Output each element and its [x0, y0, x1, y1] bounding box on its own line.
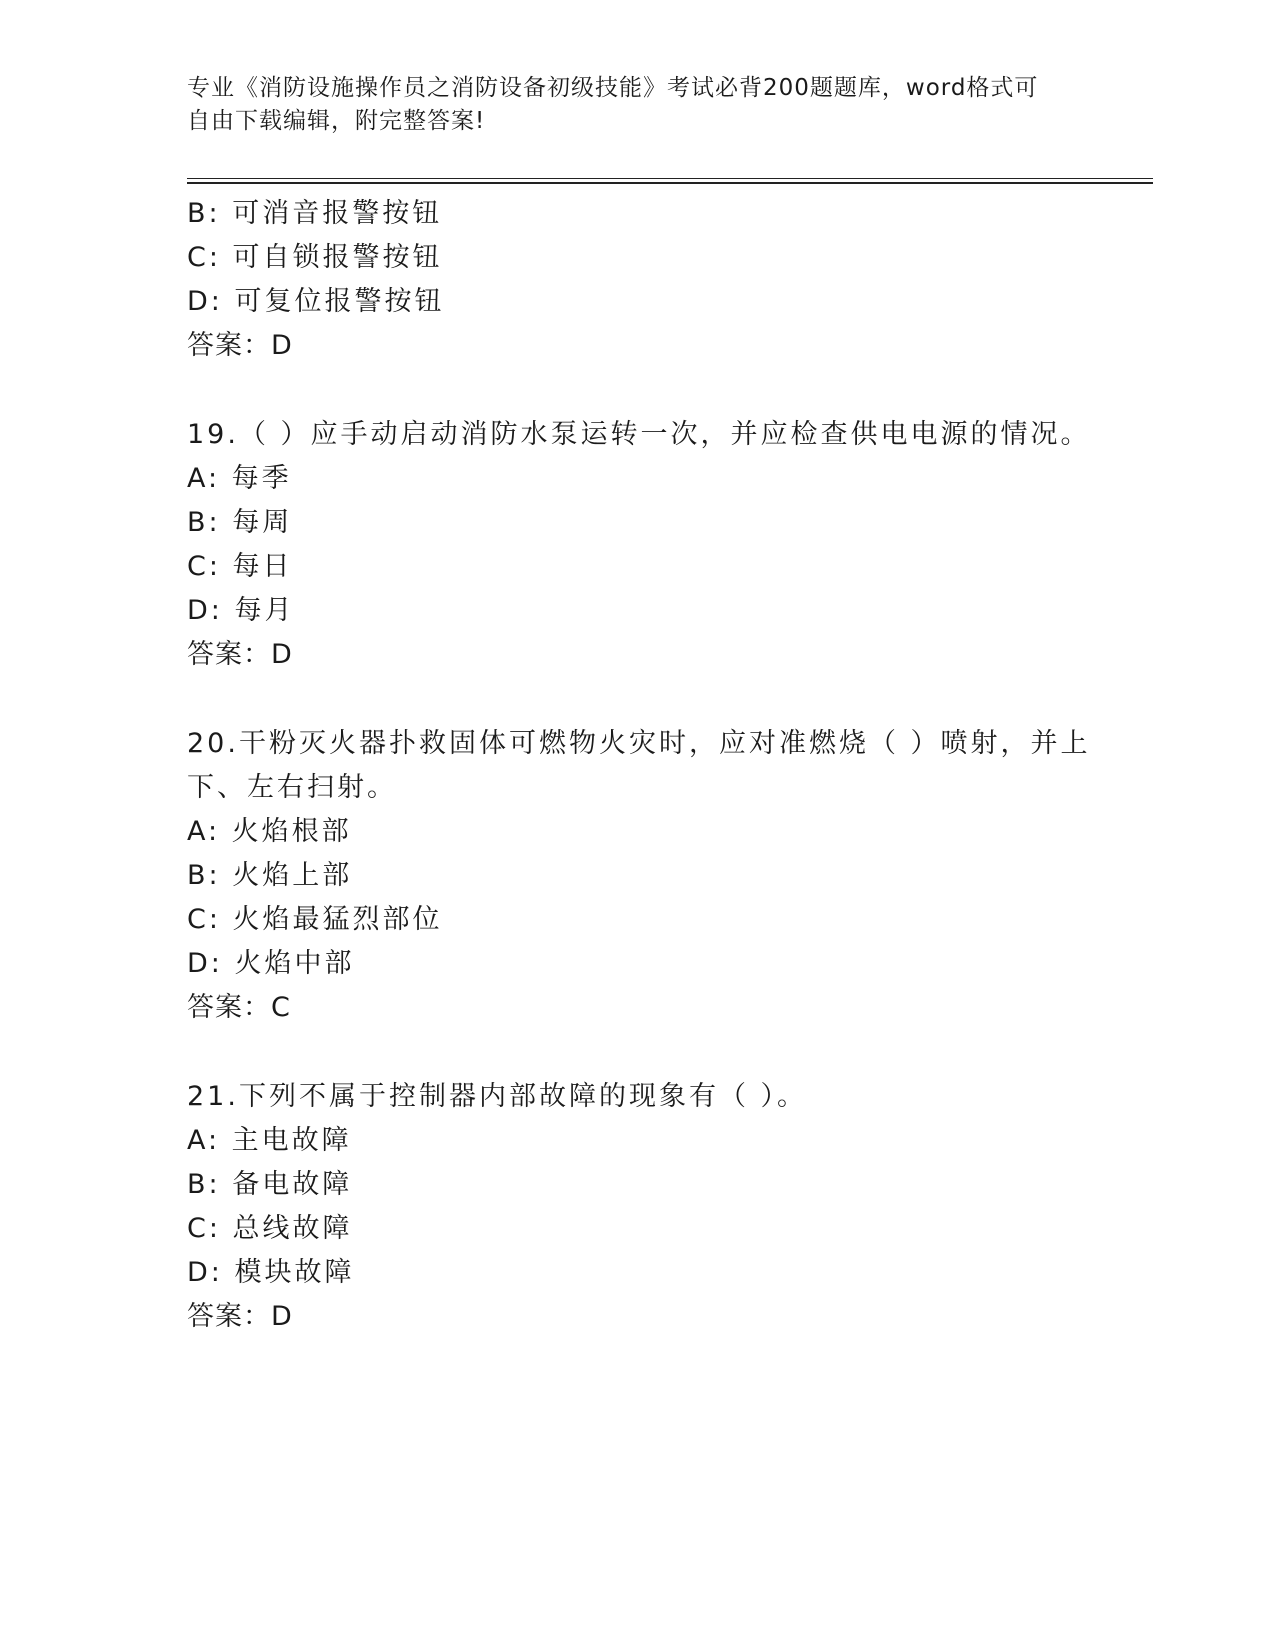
- q18-option-d: D: 可复位报警按钮: [187, 286, 445, 317]
- q20-option-a: A: 火焰根部: [187, 816, 352, 847]
- q21-answer: 答案：D: [187, 1301, 293, 1332]
- q18-answer: 答案：D: [187, 330, 293, 361]
- q20-question-line-1: 20.干粉灭火器扑救固体可燃物火灾时，应对准燃烧（ ）喷射，并上: [187, 728, 1091, 759]
- q20-answer: 答案：C: [187, 992, 291, 1023]
- q21-option-b: B: 备电故障: [187, 1169, 353, 1200]
- header-divider-thin: [187, 178, 1153, 179]
- q18-option-c: C: 可自锁报警按钮: [187, 242, 443, 273]
- q19-question: 19.（ ）应手动启动消防水泵运转一次，并应检查供电电源的情况。: [187, 419, 1091, 450]
- header-divider-thick: [187, 182, 1153, 184]
- q20-option-b: B: 火焰上部: [187, 860, 353, 891]
- q19-option-d: D: 每月: [187, 595, 295, 626]
- q21-option-a: A: 主电故障: [187, 1125, 352, 1156]
- header-title-line-1: 专业《消防设施操作员之消防设备初级技能》考试必背200题题库，word格式可: [187, 75, 1039, 101]
- q21-question: 21.下列不属于控制器内部故障的现象有（ ）。: [187, 1081, 808, 1112]
- q21-option-c: C: 总线故障: [187, 1213, 353, 1244]
- q19-option-c: C: 每日: [187, 551, 293, 582]
- header-title-line-2: 自由下载编辑，附完整答案!: [187, 108, 486, 134]
- q19-option-a: A: 每季: [187, 463, 292, 494]
- q18-option-b: B: 可消音报警按钮: [187, 198, 443, 229]
- q19-option-b: B: 每周: [187, 507, 293, 538]
- q21-option-d: D: 模块故障: [187, 1257, 355, 1288]
- q20-question-line-2: 下、左右扫射。: [187, 772, 397, 803]
- document-header: [187, 72, 1067, 138]
- q19-answer: 答案：D: [187, 639, 293, 670]
- q20-option-d: D: 火焰中部: [187, 948, 355, 979]
- q20-option-c: C: 火焰最猛烈部位: [187, 904, 443, 935]
